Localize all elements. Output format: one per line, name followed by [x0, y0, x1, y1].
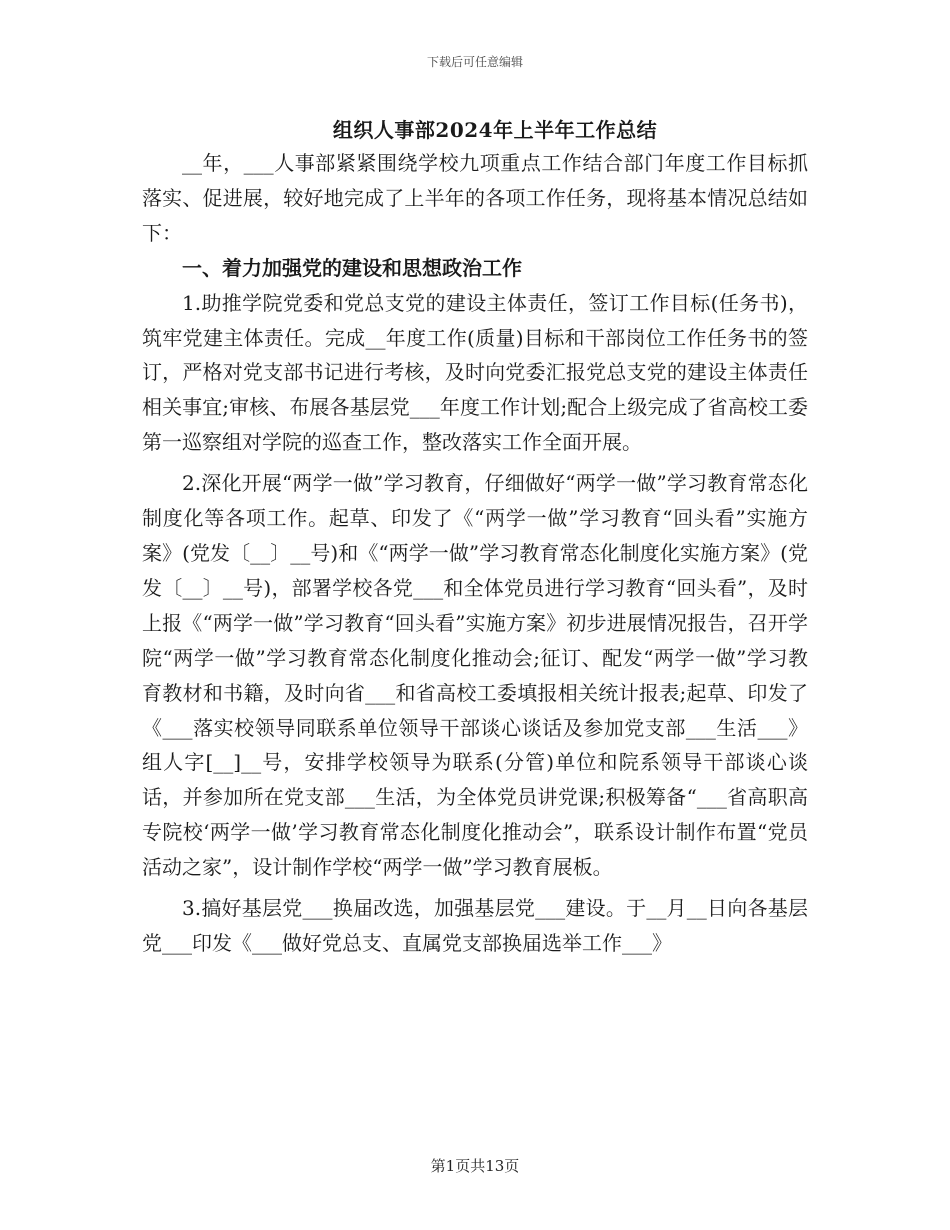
section-1-heading: 一、着力加强党的建设和思想政治工作	[182, 255, 522, 280]
item-2-paragraph: 2.深化开展“两学一做”学习教育，仔细做好“两学一做”学习教育常态化制度化等各项工作。起草、印发了《“两学一做”学习教育“回头看”实施方案》(党发〔__〕__号)和《“两学一做”学习教育常态化制度化实施方案》(党发〔__〕__号)，部署学校各党___和全体党员进行学习教育“回头看”，及时上报《“两学一做”学习教育“回头看”实施方案》初步进展情况报告，召开学院“两学一做”学习教育常态化制度化推动会;征订、配发“两学一做”学习教育教材和书籍，及时向省___和省高校工委填报相关统计报表;起草、印发了《___落实校领导同联系单位领导干部谈心谈话及参加党支部___生活___》组人字[__]__号，安排学校领导为联系(分管)单位和院系领导干部谈心谈话，并参加所在党支部___生活，为全体党员讲党课;积极筹备“___省高职高专院校‘两学一做’学习教育常态化制度化推动会”，联系设计制作布置“党员活动之家”，设计制作学校“两学一做”学习教育展板。	[142, 471, 808, 880]
page-number-footer: 第1页共13页	[430, 1157, 520, 1175]
intro-paragraph: __年，___人事部紧紧围绕学校九项重点工作结合部门年度工作目标抓落实、促进展，较好地完成了上半年的各项工作任务，现将基本情况总结如下：	[142, 151, 808, 245]
item-1-paragraph: 1.助推学院党委和党总支党的建设主体责任，签订工作目标(任务书)，筑牢党建主体责任。完成__年度工作(质量)目标和干部岗位工作任务书的签订，严格对党支部书记进行考核，及时向党委汇报党总支党的建设主体责任相关事宜;审核、布展各基层党___年度工作计划;配合上级完成了省高校工委第一巡察组对学院的巡查工作，整改落实工作全面开展。	[142, 290, 808, 455]
item-3-paragraph: 3.搞好基层党___换届改选，加强基层党___建设。于__月__日向各基层党___印发《___做好党总支、直属党支部换届选举工作___》	[142, 896, 808, 955]
page-header-note: 下载后可任意编辑	[426, 55, 523, 69]
document-title: 组织人事部2024年上半年工作总结	[332, 118, 658, 142]
document-body	[142, 146, 808, 961]
